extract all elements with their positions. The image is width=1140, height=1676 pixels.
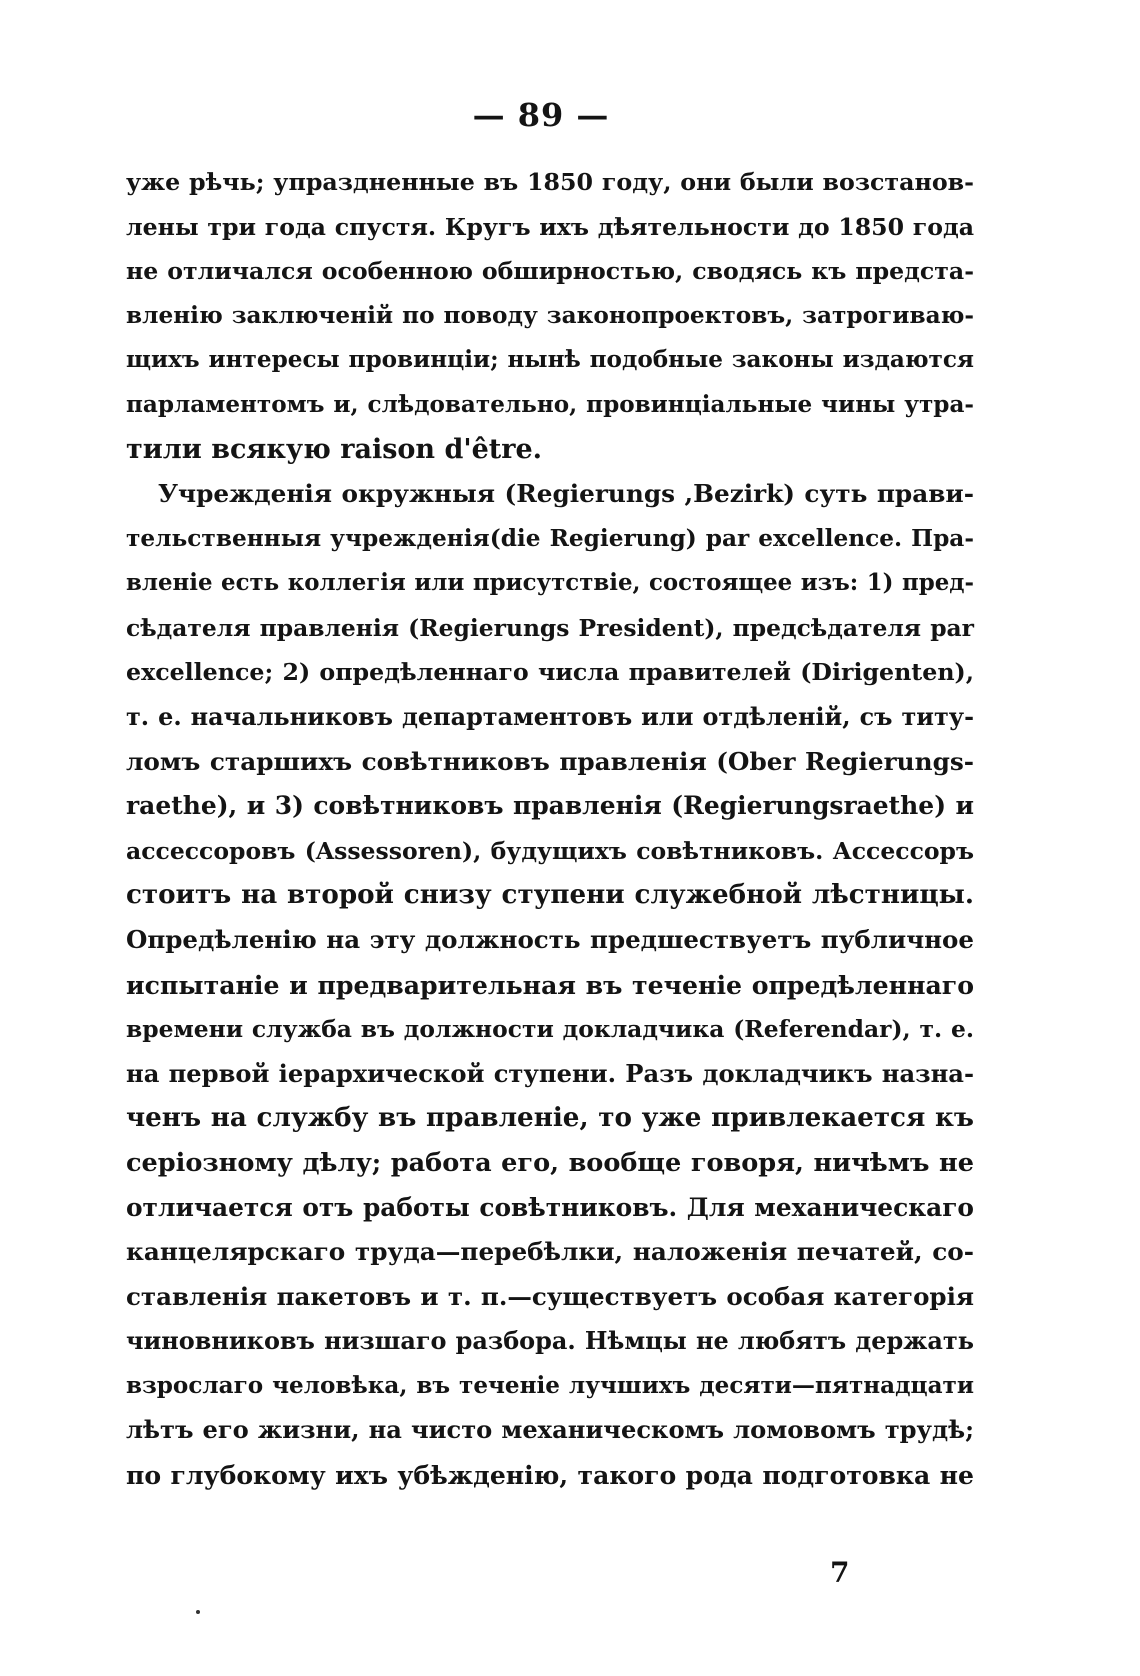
text-line: серіозному дѣлу; работа его, вообще говоря, ничѣмъ не (126, 1147, 974, 1178)
text-line: лѣтъ его жизни, на чисто механическомъ ломовомъ трудѣ; (126, 1415, 974, 1445)
text-line: ассессоровъ (Assessoren), будущихъ совѣтниковъ. Ассессоръ (126, 836, 974, 865)
text-line: времени служба въ должности докладчика (Referendar), т. е. (126, 1015, 974, 1044)
paragraph-2 (126, 472, 974, 1498)
text-line: стоитъ на второй снизу ступени служебной лѣстницы. (126, 879, 974, 911)
text-line: excellence; 2) опредѣленнаго числа правителей (Dirigenten), (126, 658, 974, 687)
text-line: сѣдателя правленія (Regierungs President), предсѣдателя par (126, 613, 974, 642)
text-line: испытаніе и предварительная въ теченіе опредѣленнаго (126, 969, 974, 1000)
text-line: ставленія пакетовъ и т. п.—существуетъ особая категорія (126, 1281, 974, 1311)
text-line: не отличался особенною обширностью, сводясь къ предста- (126, 257, 974, 286)
text-line: ченъ на службу въ правленіе, то уже привлекается къ (126, 1102, 974, 1134)
print-speck (196, 1610, 200, 1614)
signature-mark: 7 (830, 1556, 850, 1589)
text-line: чиновниковъ низшаго разбора. Нѣмцы не любятъ держать (126, 1327, 974, 1356)
text-line: лены три года спустя. Кругъ ихъ дѣятельности до 1850 года (126, 212, 974, 241)
text-line: вленіе есть коллегія или присутствіе, состоящее изъ: 1) пред- (126, 570, 974, 597)
text-line: парламентомъ и, слѣдовательно, провинціальные чины утра- (126, 390, 974, 418)
text-line: отличается отъ работы совѣтниковъ. Для механическаго (126, 1192, 974, 1222)
text-line: уже рѣчь; упраздненные въ 1850 году, они были возстанов- (126, 168, 974, 196)
text-line: по глубокому ихъ убѣжденію, такого рода подготовка не (126, 1460, 974, 1491)
text-line: ломъ старшихъ совѣтниковъ правленія (Ober Regierungs- (126, 746, 974, 776)
text-line: на первой іерархической ступени. Разъ докладчикъ назна- (126, 1058, 974, 1088)
page-number: — 89 — (472, 96, 610, 134)
text-line: raethe), и 3) совѣтниковъ правленія (Regierungsraethe) и (126, 791, 974, 821)
text-line: т. е. начальниковъ департаментовъ или отдѣленій, съ титу- (126, 702, 974, 731)
paragraph-1 (126, 160, 974, 472)
text-line: взрослаго человѣка, въ теченіе лучшихъ десяти—пятнадцати (126, 1371, 974, 1399)
text-line: вленію заключеній по поводу законопроектовъ, затрогиваю- (126, 301, 974, 329)
text-line: Учрежденія окружныя (Regierungs ,Bezirk) суть прави- (158, 479, 974, 508)
text-line: канцелярскаго труда—перебѣлки, наложенія печатей, со- (126, 1237, 974, 1267)
text-line: тельственныя учрежденія(die Regierung) par excellence. Пра- (126, 524, 974, 552)
text-line: тили всякую raison d'être. (126, 433, 543, 465)
text-line: щихъ интересы провинціи; нынѣ подобные законы издаются (126, 346, 974, 374)
text-line: Опредѣленію на эту должность предшествуетъ публичное (126, 924, 974, 954)
